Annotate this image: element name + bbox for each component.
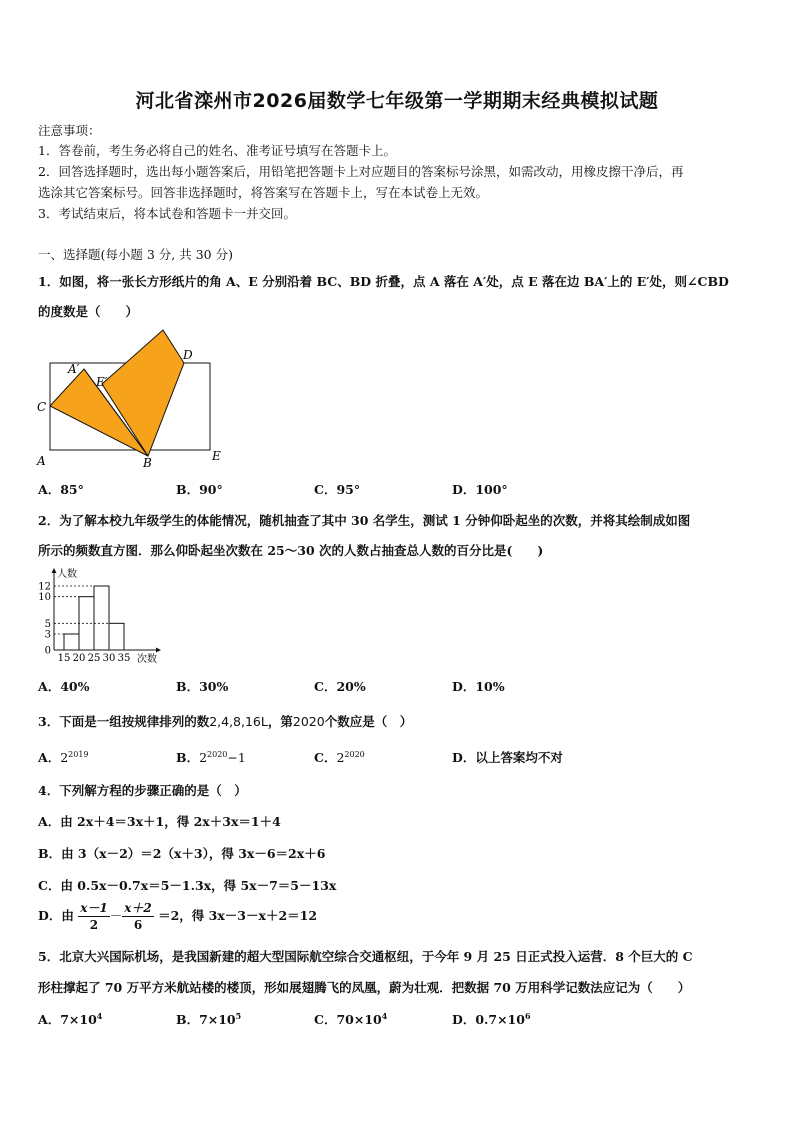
label-d: D (183, 348, 193, 362)
fold-figure (30, 326, 230, 471)
x-tick-label: 30 (102, 653, 116, 664)
label-a: A (37, 454, 46, 468)
question-2-stem-cont: 所示的频数直方图．那么仰卧起坐次数在 25～30 次的人数占抽查总人数的百分比是( ) (38, 543, 544, 558)
histogram-bar (64, 634, 79, 650)
q2-option-b[interactable]: B．30% (176, 679, 229, 694)
q3-option-d[interactable]: D．以上答案均不对 (452, 750, 563, 765)
q3-option-b[interactable]: B．$2^{2020}-1$ (176, 749, 246, 765)
q1-option-a[interactable]: A．85° (38, 482, 84, 497)
histogram-bar (94, 586, 109, 650)
question-4-stem: 4．下列解方程的步骤正确的是（ ） (38, 783, 247, 798)
q3-option-a[interactable]: A．$2^{2019}$ (38, 749, 89, 765)
label-c: C (37, 400, 47, 414)
label-a-prime: A′ (68, 362, 80, 376)
q4-option-c[interactable]: C．由 0.5x－0.7x＝5－1.3x，得 5x－7＝5－13x (38, 878, 337, 893)
fraction-2: $\frac{x+2}{6}$ (124, 901, 152, 932)
notice-item: 选涂其它答案标号。回答非选择题时，将答案写在答题卡上，写在本试卷上无效。 (38, 185, 489, 200)
notice-heading: 注意事项： (38, 123, 101, 138)
q5-option-d[interactable]: D．$0.7\times 10^6$ (452, 1010, 531, 1027)
y-tick-label: 10 (38, 592, 51, 604)
q5-option-c[interactable]: C．$70\times 10^4$ (314, 1010, 388, 1027)
q2-option-c[interactable]: C．20% (314, 679, 366, 694)
y-axis-arrow (52, 568, 57, 573)
frequency-histogram (30, 564, 170, 668)
q4-option-a[interactable]: A．由 2x＋4＝3x＋1，得 2x＋3x＝1＋4 (38, 814, 281, 829)
q5-option-b[interactable]: B．$7\times 10^5$ (176, 1010, 242, 1027)
q1-option-d[interactable]: D．100° (452, 482, 508, 497)
question-3-stem: 3．下面是一组按规律排列的数2,4,8,16L，第2020个数应是（ ） (38, 714, 413, 729)
fraction-1: $\frac{x-1}{2}$ (80, 901, 108, 932)
y-axis-label: 人数 (57, 569, 77, 580)
y-tick-label: 5 (44, 618, 51, 630)
y-tick-label: 0 (44, 645, 51, 657)
question-5-stem: 5．北京大兴国际机场，是我国新建的超大型国际航空综合交通枢纽，于今年 9 月 25 日正式投入运营．8 个巨大的 C (38, 949, 693, 964)
notice-item: 2．回答选择题时，选出每小题答案后，用铅笔把答题卡上对应题目的答案标号涂黑，如需改动，用橡皮擦干净后，再 (38, 164, 684, 179)
page-title: 河北省滦州市2026届数学七年级第一学期期末经典模拟试题 (135, 90, 659, 112)
sequence: 2,4,8,16L (209, 714, 268, 729)
notice-item: 1．答卷前，考生务必将自己的姓名、准考证号填写在答题卡上。 (38, 143, 396, 158)
q2-option-a[interactable]: A．40% (38, 679, 90, 694)
notice-item: 3．考试结束后，将本试卷和答题卡一并交回。 (38, 206, 296, 221)
label-e-prime: E′ (96, 375, 108, 389)
y-tick-label: 12 (38, 581, 51, 593)
x-tick-label: 15 (57, 653, 71, 664)
q1-option-c[interactable]: C．95° (314, 482, 361, 497)
question-5-stem-cont: 形柱撑起了 70 万平方米航站楼的楼顶，形如展翅腾飞的凤凰，蔚为壮观．把数据 70 万用科学记数法应记为（ ） (38, 980, 691, 995)
y-tick-label: 3 (44, 629, 51, 641)
x-axis-arrow (156, 648, 161, 653)
x-tick-label: 25 (87, 653, 101, 664)
question-1-stem-cont: 的度数是（ ） (38, 304, 139, 319)
question-1-stem: 1．如图，将一张长方形纸片的角 A、E 分别沿着 BC、BD 折叠，点 A 落在 A′处，点 E 落在边 BA′上的 E′处，则∠CBD (38, 274, 729, 289)
q2-option-d[interactable]: D．10% (452, 679, 505, 694)
q4-option-d[interactable]: D．由 $\frac{x-1}{2}$ － $\frac{x+2}{6}$ ＝2，得 3x－3－x＋2＝12 (38, 901, 318, 932)
question-2-stem: 2．为了解本校九年级学生的体能情况，随机抽查了其中 30 名学生，测试 1 分钟仰卧起坐的次数，并将其绘制成如图 (38, 513, 691, 528)
q1-option-b[interactable]: B．90° (176, 482, 223, 497)
label-e: E (212, 449, 221, 463)
section-heading: 一、选择题(每小题 3 分, 共 30 分) (38, 247, 233, 262)
q3-option-c[interactable]: C．$2^{2020}$ (314, 749, 365, 765)
q5-option-a[interactable]: A．$7\times 10^4$ (38, 1010, 103, 1027)
q4-option-b[interactable]: B．由 3（x－2）＝2（x＋3），得 3x－6＝2x＋6 (38, 846, 326, 861)
label-b: B (143, 456, 152, 470)
x-tick-label: 20 (72, 653, 86, 664)
x-axis-label: 次数 (137, 654, 157, 665)
histogram-bar (109, 623, 124, 650)
x-tick-label: 35 (117, 653, 131, 664)
